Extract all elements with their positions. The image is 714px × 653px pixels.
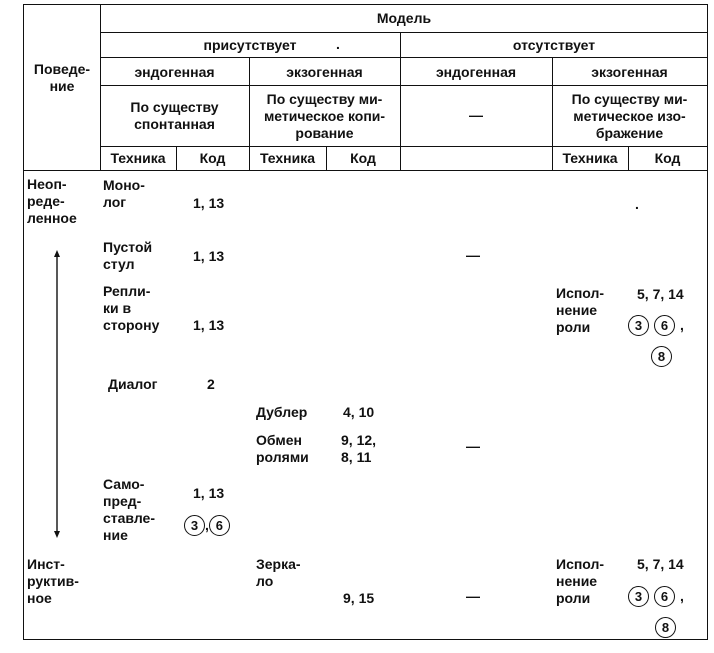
- code-mirror: 9, 15: [343, 590, 375, 606]
- exogenous-absent: экзогенная: [591, 64, 668, 80]
- code-empty-chair: 1, 13: [193, 248, 225, 264]
- technique-header-1: Техника: [110, 150, 166, 166]
- circled-code: 8: [651, 346, 672, 367]
- circled-code: 6: [654, 586, 675, 607]
- endogenous-absent: эндогенная: [435, 64, 517, 80]
- code-role-2: 5, 7, 14: [637, 556, 684, 572]
- endogenous-present: эндогенная: [134, 64, 215, 80]
- technique-self-presentation: Само- пред- ставле- ние: [103, 476, 156, 543]
- circled-code: 8: [655, 617, 676, 638]
- code-header-4: Код: [654, 150, 681, 166]
- circled-code: 3: [628, 586, 649, 607]
- technique-header-2: Техника: [259, 150, 316, 166]
- code-double: 4, 10: [343, 404, 375, 420]
- dash-absent-endo-3: —: [466, 588, 480, 604]
- circled-codes-role-1: [628, 315, 684, 336]
- code-monolog: 1, 13: [193, 195, 225, 211]
- code-dialog: 2: [207, 376, 215, 392]
- code-comma: ,: [205, 517, 209, 533]
- circled-code: 6: [654, 315, 675, 336]
- circled-code-role-2-extra: [655, 617, 676, 638]
- behavior-undefined: Неоп- реде- ленное: [27, 176, 77, 226]
- desc-spontaneous: По существу спонтанная: [130, 99, 219, 132]
- circled-codes-role-2: [628, 586, 684, 607]
- circled-code-role-1-extra: [651, 346, 672, 367]
- technique-double: Дублер: [256, 404, 308, 420]
- circled-codes-self-presentation: [184, 515, 230, 536]
- desc-dash: —: [469, 107, 483, 123]
- desc-mimetic-copy: По существу ми- метическое копи- рование: [263, 91, 386, 141]
- dash-absent-endo-2: —: [466, 438, 480, 454]
- technique-header-4: Техника: [562, 150, 618, 166]
- circled-code: 6: [209, 515, 230, 536]
- technique-asides: Репли- ки в сторону: [103, 283, 160, 333]
- code-self-presentation: 1, 13: [193, 485, 225, 501]
- circled-code: 3: [184, 515, 205, 536]
- code-comma: ,: [680, 588, 684, 604]
- stray-dot: .: [635, 196, 639, 212]
- technique-empty-chair: Пустой стул: [103, 239, 153, 272]
- present-header: присутствует: [203, 37, 297, 53]
- technique-role-2: Испол- нение роли: [556, 556, 605, 606]
- code-role-1: 5, 7, 14: [637, 286, 684, 302]
- absent-header: отсутствует: [512, 37, 596, 53]
- dash-absent-endo-1: —: [466, 247, 480, 263]
- technique-role-exchange: Обмен ролями: [256, 432, 309, 465]
- exogenous-present: экзогенная: [286, 64, 363, 80]
- behavior-header: Поведе- ние: [33, 61, 91, 94]
- circled-code: 3: [628, 315, 649, 336]
- code-header-2: Код: [350, 150, 376, 166]
- arrow-icon: [52, 250, 62, 538]
- technique-role-1: Испол- нение роли: [556, 285, 605, 335]
- technique-monolog: Моно- лог: [103, 177, 145, 210]
- code-asides: 1, 13: [193, 317, 225, 333]
- code-header-1: Код: [199, 150, 226, 166]
- technique-mirror: Зерка- ло: [256, 556, 301, 589]
- technique-dialog: Диалог: [108, 376, 158, 392]
- model-header: Модель: [376, 10, 432, 26]
- code-role-exchange: 9, 12, 8, 11: [341, 432, 377, 465]
- present-dot: .: [336, 36, 340, 52]
- desc-mimetic-image: По существу ми- метическое изо- бражение: [571, 91, 688, 141]
- code-comma: ,: [680, 317, 684, 333]
- behavior-instructive: Инст- руктив- ное: [27, 556, 79, 606]
